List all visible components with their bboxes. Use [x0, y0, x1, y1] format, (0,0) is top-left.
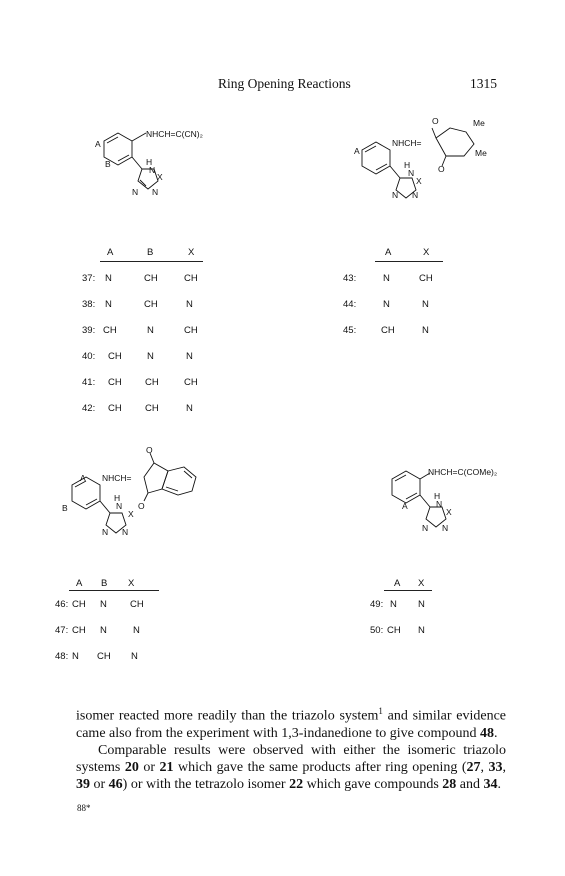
svg-text:Me: Me	[475, 148, 487, 158]
substituent-label: NHCH=C(CN)₂	[146, 129, 203, 139]
svg-text:N: N	[422, 523, 429, 533]
substituent-label: NHCH=	[102, 473, 132, 483]
svg-text:X: X	[446, 507, 452, 517]
ring-label-a: A	[80, 473, 86, 483]
svg-text:N: N	[149, 165, 156, 175]
table-rule	[375, 261, 443, 262]
svg-text:H: H	[404, 160, 411, 170]
svg-text:X: X	[128, 509, 134, 519]
paragraph-1: isomer reacted more readily than the triazolo system$^1$ and similar evidence came also from the experiment with 1,3-indanedione to give compound 48.	[76, 706, 506, 741]
structure-49-50	[378, 465, 538, 545]
svg-text:N: N	[408, 168, 415, 178]
svg-text:N: N	[102, 527, 109, 537]
svg-text:O: O	[438, 164, 445, 174]
svg-text:N: N	[122, 527, 129, 537]
table-rule	[100, 261, 203, 262]
svg-text:O: O	[138, 501, 145, 511]
ring-label-b: B	[62, 503, 68, 513]
svg-text:Me: Me	[473, 118, 485, 128]
structure-43-45	[350, 110, 520, 200]
page-number: 1315	[470, 76, 497, 91]
structure-37-42	[80, 125, 240, 205]
body-text	[76, 703, 506, 793]
ring-label-b: B	[105, 159, 111, 169]
svg-text:O: O	[146, 445, 153, 455]
svg-text:H: H	[146, 157, 153, 167]
svg-text:N: N	[392, 190, 399, 200]
running-title: Ring Opening Reactions	[218, 76, 351, 91]
svg-text:N: N	[116, 501, 123, 511]
table-rule	[384, 590, 432, 591]
table-rule	[69, 590, 159, 591]
substituent-label: NHCH=	[392, 138, 422, 148]
ring-label-a: A	[354, 146, 360, 156]
svg-text:N: N	[436, 499, 443, 509]
svg-text:N: N	[132, 187, 139, 197]
svg-text:H: H	[434, 491, 441, 501]
ring-label-a: A	[95, 139, 101, 149]
svg-text:X: X	[416, 176, 422, 186]
svg-text:H: H	[114, 493, 121, 503]
svg-text:N: N	[412, 190, 419, 200]
svg-text:N: N	[152, 187, 159, 197]
svg-text:X: X	[157, 172, 163, 182]
substituent-label: NHCH=C(COMe)₂	[428, 467, 498, 477]
structure-46-48	[58, 445, 228, 545]
svg-text:O: O	[432, 116, 439, 126]
ring-label-a: A	[402, 501, 408, 511]
paragraph-2: Comparable results were observed with either the isomeric triazolo systems 20 or 21 which gave the same products after ring opening (27, 33, 39 or 46) or with the tetrazolo isomer 22 which gave compounds 28 and 34.	[76, 742, 506, 792]
footnote-mark: 88*	[77, 803, 91, 813]
svg-text:N: N	[442, 523, 449, 533]
